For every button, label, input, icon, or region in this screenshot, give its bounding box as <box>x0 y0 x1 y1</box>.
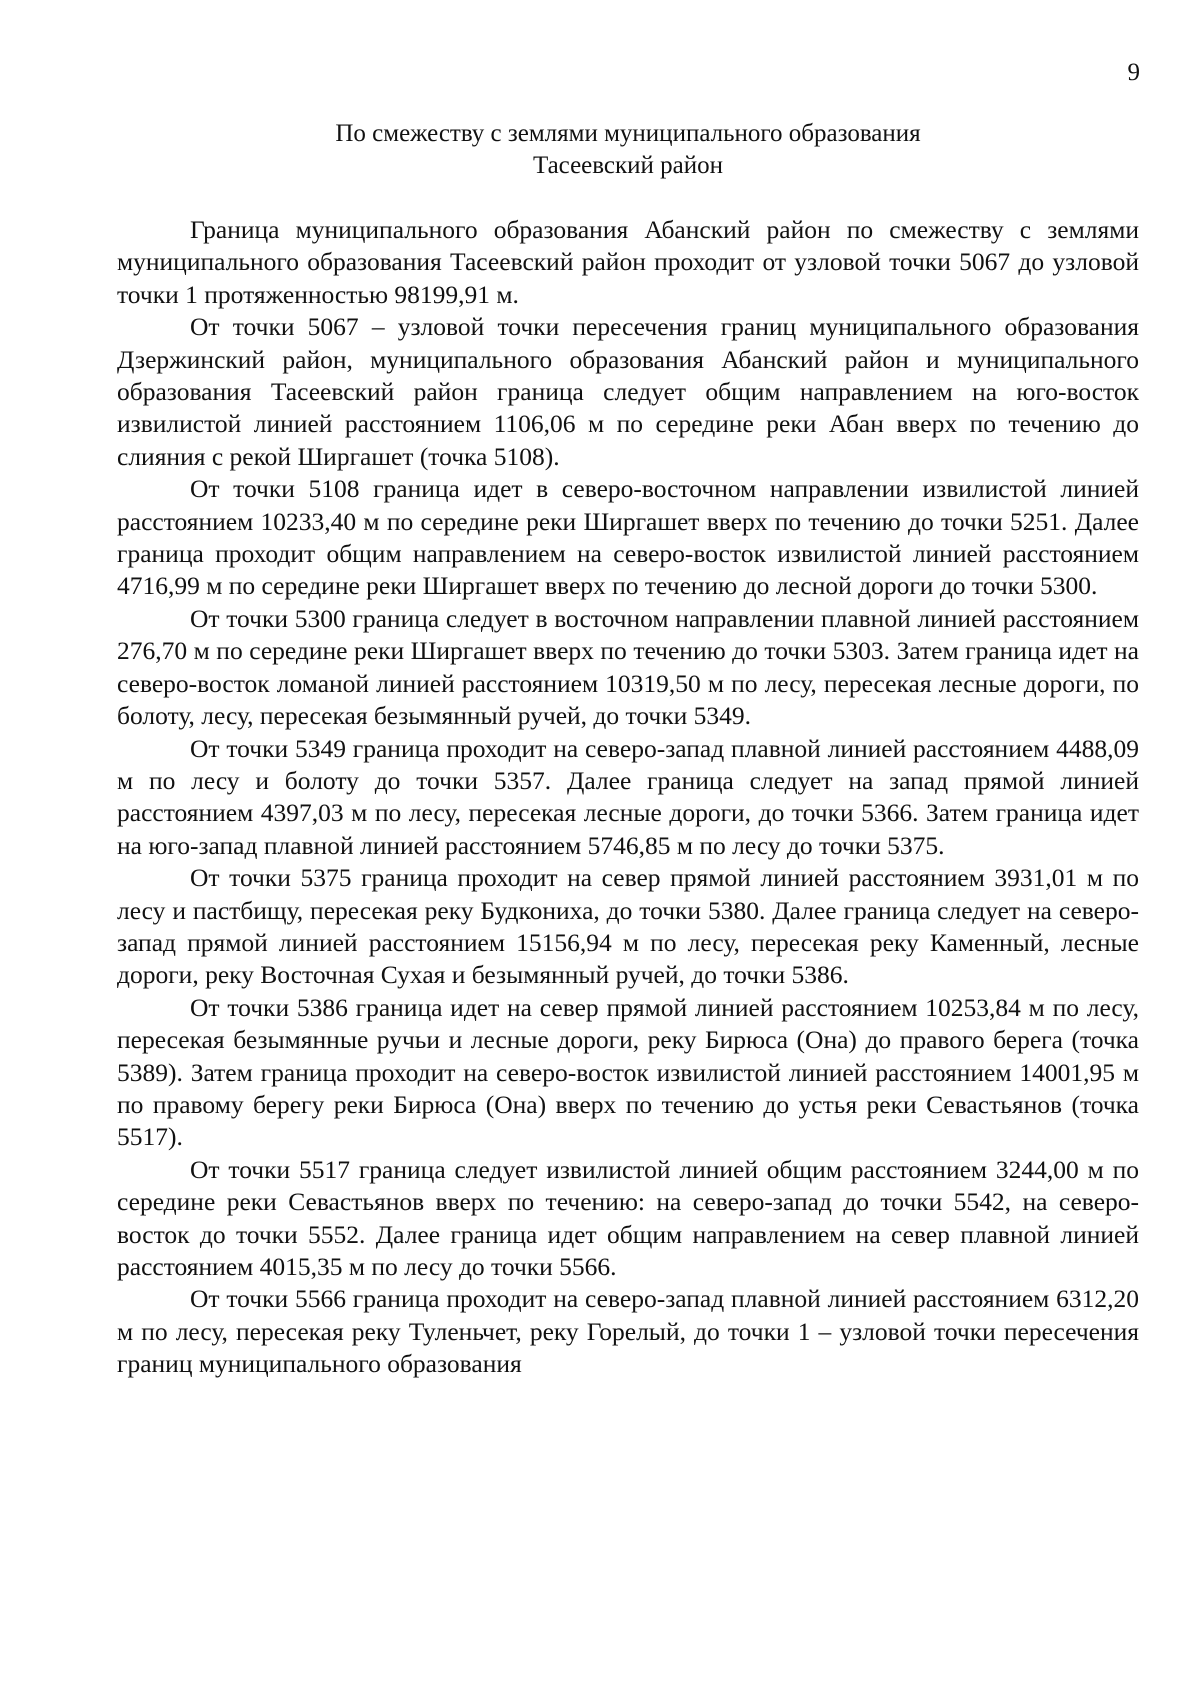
body-text <box>117 214 1139 1381</box>
paragraph: От точки 5517 граница следует извилистой линией общим расстоянием 3244,00 м по середине реки Севастьянов вверх по течению: на северо-запад до точки 5542, на северо-восток до точки 5552. Далее граница идет общим направлением на север плавной линией расстоянием 4015,35 м по лесу до точки 5566. <box>117 1154 1139 1281</box>
paragraph: От точки 5566 граница проходит на северо-запад плавной линией расстоянием 6312,20 м по лесу, пересекая реку Туленьчет, реку Горелый, до точки 1 – узловой точки пересечения границ муниципального образования <box>117 1284 1139 1379</box>
paragraph: От точки 5386 граница идет на север прямой линией расстоянием 10253,84 м по лесу, пересекая безымянные ручьи и лесные дороги, реку Бирюса (Она) до правого берега (точка 5389). Затем граница проходит на северо-восток извилистой линией расстоянием 14001,95 м по правому берегу реки Бирюса (Она) вверх по течению до устья реки Севастьянов (точка 5517). <box>117 992 1139 1152</box>
paragraph: От точки 5349 граница проходит на северо-запад плавной линией расстоянием 4488,09 м по лесу и болоту до точки 5357. Далее граница следует на запад прямой линией расстоянием 4397,03 м по лесу, пересекая лесные дороги, до точки 5366. Затем граница идет на юго-запад плавной линией расстоянием 5746,85 м по лесу до точки 5375. <box>117 733 1139 860</box>
section-heading-line-1: По смежеству с землями муниципального образования <box>335 120 921 147</box>
page-number: 9 <box>1127 59 1140 86</box>
paragraph: От точки 5067 – узловой точки пересечения границ муниципального образования Дзержинский район, муниципального образования Абанский район и муниципального образования Тасеевский район граница следует общим направлением на юго-восток извилистой линией расстоянием 1106,06 м по середине реки Абан вверх по течению до слияния с рекой Ширгашет (точка 5108). <box>117 312 1139 471</box>
section-heading <box>117 118 1139 182</box>
paragraph: Граница муниципального образования Абанский район по смежеству с землями муниципального образования Тасеевский район проходит от узловой точки 5067 до узловой точки 1 протяженностью 98199,91 м. <box>117 215 1139 309</box>
paragraph: От точки 5108 граница идет в северо-восточном направлении извилистой линией расстоянием 10233,40 м по середине реки Ширгашет вверх по течению до точки 5251. Далее граница проходит общим направлением на северо-восток извилистой линией расстоянием 4716,99 м по середине реки Ширгашет вверх по течению до лесной дороги до точки 5300. <box>117 474 1139 601</box>
paragraph: От точки 5375 граница проходит на север прямой линией расстоянием 3931,01 м по лесу и пастбищу, пересекая реку Будкониха, до точки 5380. Далее граница следует на северо-запад прямой линией расстоянием 15156,94 м по лесу, пересекая реку Каменный, лесные дороги, реку Восточная Сухая и безымянный ручей, до точки 5386. <box>117 863 1139 990</box>
section-heading-line-2: Тасеевский район <box>532 152 724 179</box>
paragraph: От точки 5300 граница следует в восточном направлении плавной линией расстоянием 276,70 м по середине реки Ширгашет вверх по течению до точки 5303. Затем граница идет на северо-восток ломаной линией расстоянием 10319,50 м по лесу, пересекая лесные дороги, по болоту, лесу, пересекая безымянный ручей, до точки 5349. <box>117 603 1139 731</box>
